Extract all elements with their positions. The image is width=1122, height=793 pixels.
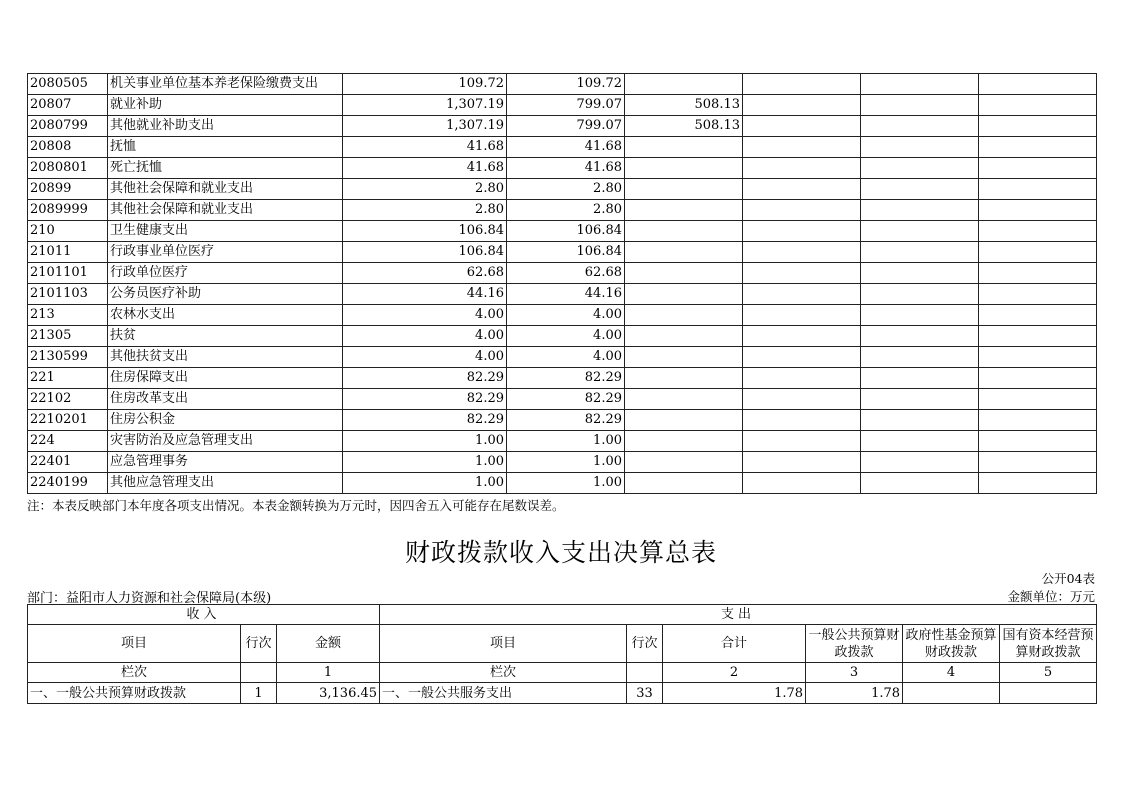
basic-cell: 82.29 bbox=[507, 389, 625, 410]
empty-cell bbox=[979, 452, 1097, 473]
code-cell: 213 bbox=[28, 305, 108, 326]
expense-line: 33 bbox=[627, 683, 663, 704]
state-capital-amount bbox=[1000, 683, 1097, 704]
empty-cell bbox=[979, 368, 1097, 389]
name-cell: 扶贫 bbox=[108, 326, 343, 347]
empty-cell bbox=[979, 431, 1097, 452]
table-row bbox=[28, 473, 1097, 494]
empty-cell bbox=[743, 179, 861, 200]
basic-cell: 106.84 bbox=[507, 221, 625, 242]
basic-cell: 44.16 bbox=[507, 284, 625, 305]
project-cell bbox=[625, 137, 743, 158]
income-line: 1 bbox=[241, 683, 277, 704]
table-row bbox=[28, 305, 1097, 326]
government-fund-amount bbox=[903, 683, 1000, 704]
empty-cell bbox=[861, 389, 979, 410]
income-amount-header: 金额 bbox=[277, 625, 380, 663]
table-row bbox=[28, 410, 1097, 431]
empty-cell bbox=[979, 200, 1097, 221]
empty-cell bbox=[861, 137, 979, 158]
basic-cell: 62.68 bbox=[507, 263, 625, 284]
name-cell: 灾害防治及应急管理支出 bbox=[108, 431, 343, 452]
empty-cell bbox=[979, 347, 1097, 368]
table-row bbox=[28, 683, 1097, 704]
code-cell: 2080801 bbox=[28, 158, 108, 179]
expense-line-header: 行次 bbox=[627, 625, 663, 663]
basic-cell: 82.29 bbox=[507, 410, 625, 431]
general-budget-header: 一般公共预算财政拨款 bbox=[806, 625, 903, 663]
code-cell: 20899 bbox=[28, 179, 108, 200]
empty-cell bbox=[861, 410, 979, 431]
empty-cell bbox=[861, 305, 979, 326]
name-cell: 死亡抚恤 bbox=[108, 158, 343, 179]
empty-cell bbox=[861, 95, 979, 116]
name-cell: 住房保障支出 bbox=[108, 368, 343, 389]
table-row bbox=[28, 284, 1097, 305]
table-row bbox=[28, 452, 1097, 473]
empty-cell bbox=[861, 347, 979, 368]
empty-cell bbox=[979, 326, 1097, 347]
basic-cell: 41.68 bbox=[507, 158, 625, 179]
empty-cell bbox=[743, 473, 861, 494]
table-row bbox=[28, 347, 1097, 368]
project-cell bbox=[625, 263, 743, 284]
table-row bbox=[28, 200, 1097, 221]
code-cell: 2240199 bbox=[28, 473, 108, 494]
empty-cell bbox=[861, 74, 979, 95]
expense-total-header: 合计 bbox=[663, 625, 806, 663]
empty-cell bbox=[743, 221, 861, 242]
empty-cell bbox=[743, 263, 861, 284]
empty-cell bbox=[743, 116, 861, 137]
name-cell: 机关事业单位基本养老保险缴费支出 bbox=[108, 74, 343, 95]
index-3: 3 bbox=[806, 663, 903, 683]
government-fund-header: 政府性基金预算财政拨款 bbox=[903, 625, 1000, 663]
table-row bbox=[28, 95, 1097, 116]
basic-cell: 4.00 bbox=[507, 326, 625, 347]
index-1: 1 bbox=[277, 663, 380, 683]
empty-cell bbox=[979, 158, 1097, 179]
fiscal-summary-table bbox=[27, 604, 1097, 704]
code-cell: 2210201 bbox=[28, 410, 108, 431]
empty-cell bbox=[743, 431, 861, 452]
basic-cell: 4.00 bbox=[507, 305, 625, 326]
empty-cell bbox=[979, 179, 1097, 200]
code-cell: 2089999 bbox=[28, 200, 108, 221]
basic-cell: 41.68 bbox=[507, 137, 625, 158]
table-row bbox=[28, 326, 1097, 347]
code-cell: 2130599 bbox=[28, 347, 108, 368]
code-cell: 2101103 bbox=[28, 284, 108, 305]
empty-cell bbox=[743, 74, 861, 95]
table-row bbox=[28, 221, 1097, 242]
project-cell bbox=[625, 179, 743, 200]
name-cell: 其他社会保障和就业支出 bbox=[108, 200, 343, 221]
basic-cell: 1.00 bbox=[507, 473, 625, 494]
project-cell bbox=[625, 347, 743, 368]
income-item: 一、一般公共预算财政拨款 bbox=[28, 683, 241, 704]
name-cell: 农林水支出 bbox=[108, 305, 343, 326]
total-cell: 1.00 bbox=[343, 431, 507, 452]
total-cell: 82.29 bbox=[343, 410, 507, 431]
code-cell: 20807 bbox=[28, 95, 108, 116]
empty-cell bbox=[979, 263, 1097, 284]
code-cell: 22102 bbox=[28, 389, 108, 410]
total-cell: 41.68 bbox=[343, 158, 507, 179]
empty-cell bbox=[743, 137, 861, 158]
table-row bbox=[28, 137, 1097, 158]
empty-cell bbox=[861, 158, 979, 179]
table-row bbox=[28, 431, 1097, 452]
project-cell bbox=[625, 158, 743, 179]
total-cell: 106.84 bbox=[343, 242, 507, 263]
empty-cell bbox=[743, 95, 861, 116]
name-cell: 应急管理事务 bbox=[108, 452, 343, 473]
table-row bbox=[28, 179, 1097, 200]
table-note: 注：本表反映部门本年度各项支出情况。本表金额转换为万元时，因四舍五入可能存在尾数误差。 bbox=[27, 498, 565, 513]
name-cell: 行政事业单位医疗 bbox=[108, 242, 343, 263]
income-header: 收入 bbox=[28, 605, 380, 625]
empty-cell bbox=[861, 284, 979, 305]
empty-cell bbox=[979, 95, 1097, 116]
total-cell: 4.00 bbox=[343, 305, 507, 326]
basic-cell: 1.00 bbox=[507, 431, 625, 452]
total-cell: 62.68 bbox=[343, 263, 507, 284]
empty-cell bbox=[861, 116, 979, 137]
basic-cell: 799.07 bbox=[507, 116, 625, 137]
name-cell: 公务员医疗补助 bbox=[108, 284, 343, 305]
empty-cell bbox=[979, 74, 1097, 95]
code-cell: 22401 bbox=[28, 452, 108, 473]
empty-cell bbox=[861, 179, 979, 200]
total-cell: 109.72 bbox=[343, 74, 507, 95]
state-capital-header: 国有资本经营预算财政拨款 bbox=[1000, 625, 1097, 663]
index-2: 2 bbox=[663, 663, 806, 683]
code-cell: 2080505 bbox=[28, 74, 108, 95]
total-cell: 4.00 bbox=[343, 347, 507, 368]
basic-cell: 2.80 bbox=[507, 179, 625, 200]
total-cell: 1,307.19 bbox=[343, 95, 507, 116]
code-cell: 210 bbox=[28, 221, 108, 242]
total-cell: 1.00 bbox=[343, 473, 507, 494]
empty-cell bbox=[861, 263, 979, 284]
project-cell: 508.13 bbox=[625, 116, 743, 137]
name-cell: 抚恤 bbox=[108, 137, 343, 158]
general-budget-amount: 1.78 bbox=[806, 683, 903, 704]
total-cell: 44.16 bbox=[343, 284, 507, 305]
total-cell: 1.00 bbox=[343, 452, 507, 473]
expense-index-label: 栏次 bbox=[380, 663, 627, 683]
basic-cell: 1.00 bbox=[507, 452, 625, 473]
code-cell: 2101101 bbox=[28, 263, 108, 284]
empty-cell bbox=[743, 452, 861, 473]
empty-cell bbox=[861, 431, 979, 452]
empty-cell bbox=[743, 284, 861, 305]
project-cell: 508.13 bbox=[625, 95, 743, 116]
table-row bbox=[28, 242, 1097, 263]
project-cell bbox=[625, 200, 743, 221]
income-line-index bbox=[241, 663, 277, 683]
project-cell bbox=[625, 326, 743, 347]
total-cell: 4.00 bbox=[343, 326, 507, 347]
name-cell: 其他社会保障和就业支出 bbox=[108, 179, 343, 200]
column-header-row bbox=[28, 625, 1097, 663]
project-cell bbox=[625, 284, 743, 305]
empty-cell bbox=[979, 410, 1097, 431]
expense-detail-body bbox=[28, 74, 1097, 494]
project-cell bbox=[625, 473, 743, 494]
empty-cell bbox=[861, 242, 979, 263]
basic-cell: 799.07 bbox=[507, 95, 625, 116]
code-cell: 2080799 bbox=[28, 116, 108, 137]
project-cell bbox=[625, 221, 743, 242]
expense-item-header: 项目 bbox=[380, 625, 627, 663]
table-row bbox=[28, 116, 1097, 137]
project-cell bbox=[625, 305, 743, 326]
expense-line-index bbox=[627, 663, 663, 683]
department-label: 部门：益阳市人力资源和社会保障局(本级) bbox=[27, 591, 272, 606]
basic-cell: 2.80 bbox=[507, 200, 625, 221]
name-cell: 其他就业补助支出 bbox=[108, 116, 343, 137]
name-cell: 住房公积金 bbox=[108, 410, 343, 431]
basic-cell: 109.72 bbox=[507, 74, 625, 95]
code-cell: 221 bbox=[28, 368, 108, 389]
empty-cell bbox=[743, 305, 861, 326]
total-cell: 2.80 bbox=[343, 179, 507, 200]
empty-cell bbox=[743, 368, 861, 389]
name-cell: 行政单位医疗 bbox=[108, 263, 343, 284]
empty-cell bbox=[743, 389, 861, 410]
basic-cell: 82.29 bbox=[507, 368, 625, 389]
code-cell: 224 bbox=[28, 431, 108, 452]
total-cell: 106.84 bbox=[343, 221, 507, 242]
empty-cell bbox=[979, 473, 1097, 494]
expense-header: 支出 bbox=[380, 605, 1097, 625]
amount-unit-label: 金额单位：万元 bbox=[1007, 589, 1095, 604]
name-cell: 卫生健康支出 bbox=[108, 221, 343, 242]
project-cell bbox=[625, 389, 743, 410]
empty-cell bbox=[743, 326, 861, 347]
income-line-header: 行次 bbox=[241, 625, 277, 663]
code-cell: 21305 bbox=[28, 326, 108, 347]
column-index-row bbox=[28, 663, 1097, 683]
project-cell bbox=[625, 452, 743, 473]
expense-total: 1.78 bbox=[663, 683, 806, 704]
name-cell: 住房改革支出 bbox=[108, 389, 343, 410]
project-cell bbox=[625, 410, 743, 431]
expense-detail-table bbox=[27, 73, 1097, 494]
name-cell: 其他应急管理支出 bbox=[108, 473, 343, 494]
table-row bbox=[28, 263, 1097, 284]
index-5: 5 bbox=[1000, 663, 1097, 683]
empty-cell bbox=[743, 242, 861, 263]
empty-cell bbox=[979, 284, 1097, 305]
total-cell: 82.29 bbox=[343, 368, 507, 389]
form-number: 公开04表 bbox=[1041, 571, 1095, 586]
project-cell bbox=[625, 368, 743, 389]
table-row bbox=[28, 74, 1097, 95]
empty-cell bbox=[979, 221, 1097, 242]
empty-cell bbox=[979, 242, 1097, 263]
project-cell bbox=[625, 431, 743, 452]
section-header-row bbox=[28, 605, 1097, 625]
empty-cell bbox=[861, 221, 979, 242]
empty-cell bbox=[979, 137, 1097, 158]
page-title: 财政拨款收入支出决算总表 bbox=[404, 538, 717, 567]
empty-cell bbox=[743, 410, 861, 431]
empty-cell bbox=[979, 305, 1097, 326]
total-cell: 1,307.19 bbox=[343, 116, 507, 137]
basic-cell: 106.84 bbox=[507, 242, 625, 263]
income-index-label: 栏次 bbox=[28, 663, 241, 683]
total-cell: 2.80 bbox=[343, 200, 507, 221]
index-4: 4 bbox=[903, 663, 1000, 683]
table-row bbox=[28, 389, 1097, 410]
table-row bbox=[28, 368, 1097, 389]
empty-cell bbox=[743, 158, 861, 179]
expense-item: 一、一般公共服务支出 bbox=[380, 683, 627, 704]
empty-cell bbox=[861, 473, 979, 494]
empty-cell bbox=[743, 200, 861, 221]
total-cell: 82.29 bbox=[343, 389, 507, 410]
empty-cell bbox=[743, 347, 861, 368]
code-cell: 21011 bbox=[28, 242, 108, 263]
empty-cell bbox=[979, 389, 1097, 410]
project-cell bbox=[625, 242, 743, 263]
code-cell: 20808 bbox=[28, 137, 108, 158]
name-cell: 就业补助 bbox=[108, 95, 343, 116]
project-cell bbox=[625, 74, 743, 95]
empty-cell bbox=[861, 452, 979, 473]
income-item-header: 项目 bbox=[28, 625, 241, 663]
empty-cell bbox=[861, 326, 979, 347]
empty-cell bbox=[861, 368, 979, 389]
total-cell: 41.68 bbox=[343, 137, 507, 158]
empty-cell bbox=[979, 116, 1097, 137]
basic-cell: 4.00 bbox=[507, 347, 625, 368]
income-amount: 3,136.45 bbox=[277, 683, 380, 704]
empty-cell bbox=[861, 200, 979, 221]
name-cell: 其他扶贫支出 bbox=[108, 347, 343, 368]
table-row bbox=[28, 158, 1097, 179]
